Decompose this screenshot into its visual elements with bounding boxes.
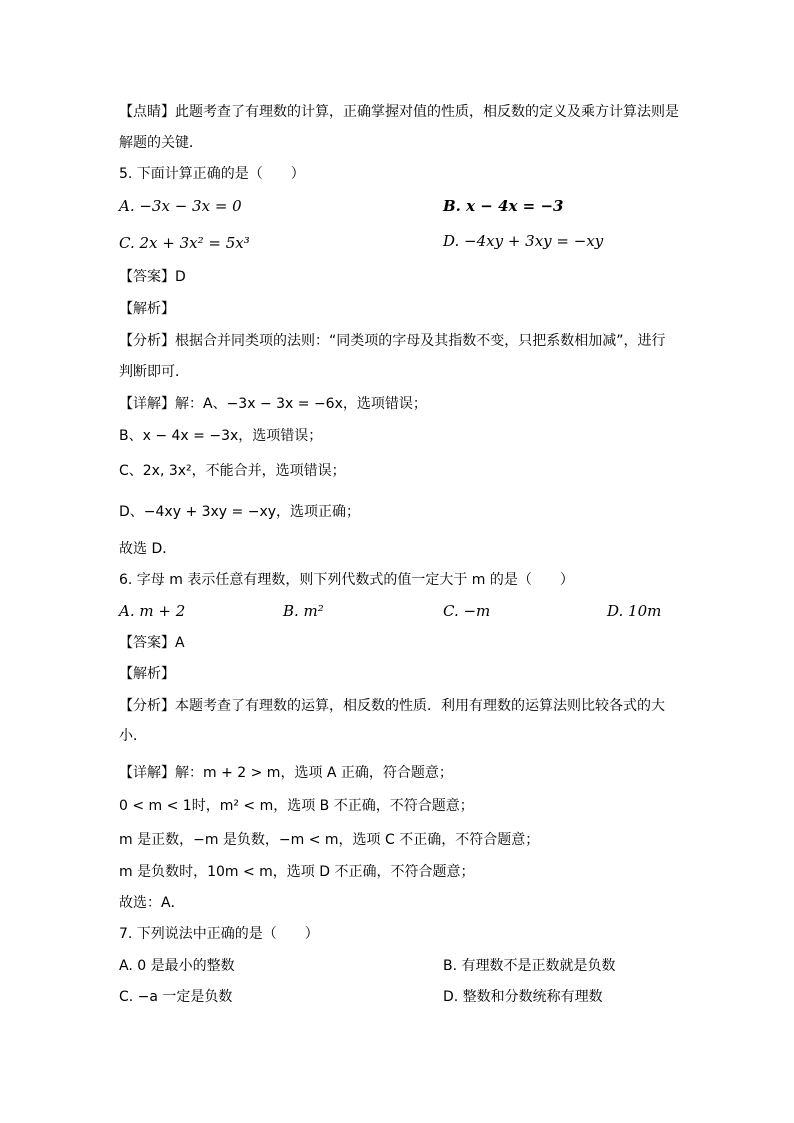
q5-detail-line2: B、x − 4x = −3x，选项错误； <box>119 428 323 444</box>
q6-analysis-heading: 【解析】 <box>119 666 175 682</box>
q6-detail-line1: 【详解】解：m + 2 > m，选项 A 正确，符合题意； <box>119 765 453 781</box>
q5-detail-line4: D、−4xy + 3xy = −xy，选项正确； <box>119 504 361 520</box>
q5-option-b: B. x − 4x = −3 <box>443 197 564 215</box>
q5-answer: 【答案】D <box>119 269 186 285</box>
q5-detail-line3: C、2x, 3x²，不能合并，选项错误； <box>119 463 346 479</box>
q7-option-a: A. 0 是最小的整数 <box>119 958 235 974</box>
q6-detail-line3: m 是正数，−m 是负数，−m < m，选项 C 不正确，不符合题意； <box>119 832 540 848</box>
q7-option-d: D. 整数和分数统称有理数 <box>443 989 603 1005</box>
q6-answer: 【答案】A <box>119 635 185 651</box>
q6-conclusion: 故选：A． <box>119 895 185 911</box>
q4-tip-line1: 【点睛】此题考查了有理数的计算，正确掌握对值的性质，相反数的定义及乘方计算法则是 <box>119 104 679 120</box>
q5-option-d: D. −4xy + 3xy = −xy <box>443 232 604 250</box>
q7-option-b: B. 有理数不是正数就是负数 <box>443 958 616 974</box>
q6-analysis-line2: 小． <box>119 728 147 744</box>
q6-detail-line2: 0 < m < 1时，m² < m，选项 B 不正确，不符合题意； <box>119 798 474 814</box>
q5-option-c: C. 2x + 3x² = 5x³ <box>119 234 250 252</box>
q6-option-a: A. m + 2 <box>119 602 186 620</box>
q6-option-c: C. −m <box>443 602 491 620</box>
q6-option-b: B. m² <box>283 602 324 620</box>
q5-analysis-line2: 判断即可． <box>119 364 189 380</box>
q6-stem: 6. 字母 m 表示任意有理数，则下列代数式的值一定大于 m 的是（ ） <box>119 572 574 588</box>
q4-tip-line2: 解题的关键． <box>119 135 203 151</box>
q5-option-a: A. −3x − 3x = 0 <box>119 197 242 215</box>
q5-stem: 5. 下面计算正确的是（ ） <box>119 166 305 182</box>
q6-analysis-line1: 【分析】本题考查了有理数的运算，相反数的性质．利用有理数的运算法则比较各式的大 <box>119 698 665 714</box>
q7-stem: 7. 下列说法中正确的是（ ） <box>119 926 319 942</box>
q6-option-d: D. 10m <box>607 602 662 620</box>
q6-detail-line4: m 是负数时，10m < m，选项 D 不正确，不符合题意； <box>119 864 475 880</box>
q5-conclusion: 故选 D． <box>119 541 177 557</box>
q5-analysis-heading: 【解析】 <box>119 301 175 317</box>
q5-analysis-line1: 【分析】根据合并同类项的法则：“同类项的字母及其指数不变，只把系数相加减”，进行 <box>119 333 666 349</box>
q5-detail-line1: 【详解】解：A、−3x − 3x = −6x，选项错误； <box>119 396 427 412</box>
q7-option-c: C. −a 一定是负数 <box>119 989 233 1005</box>
